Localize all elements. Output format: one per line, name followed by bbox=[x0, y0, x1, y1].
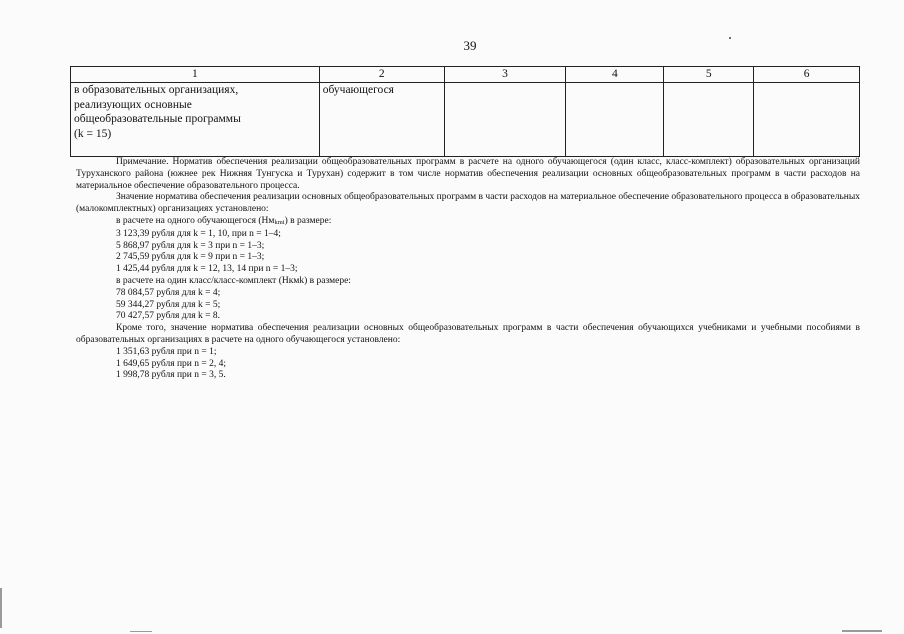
per-student-prefix: в расчете на одного обучающегося (Нм bbox=[116, 215, 275, 226]
per-student-subscript: kmi bbox=[274, 218, 285, 226]
column-header-1: 1 bbox=[71, 67, 320, 83]
value-cell-4 bbox=[566, 83, 664, 157]
textbook-value: 1 649,65 рубля при n = 2, 4; bbox=[116, 358, 226, 369]
value-cell-3 bbox=[444, 83, 566, 157]
scan-edge-mark bbox=[130, 631, 152, 632]
per-student-suffix: ) в размере: bbox=[284, 215, 332, 226]
organization-type-line: общеобразовательные программы bbox=[74, 113, 241, 125]
organization-type-line: реализующих основные bbox=[74, 98, 192, 111]
table-header-row bbox=[71, 67, 860, 83]
per-student-heading bbox=[76, 216, 860, 229]
per-class-heading: в расчете на один класс/класс-комплект (Нкмk) в размере: bbox=[116, 275, 351, 286]
scan-edge-mark bbox=[0, 588, 2, 628]
value-cell-5 bbox=[664, 83, 754, 157]
column-header-3: 3 bbox=[444, 67, 566, 83]
per-student-value: 5 868,97 рубля для k = 3 при n = 1–3; bbox=[116, 240, 265, 251]
per-class-value: 78 084,57 рубля для k = 4; bbox=[116, 287, 221, 298]
column-header-5: 5 bbox=[664, 67, 754, 83]
column-header-4: 4 bbox=[566, 67, 664, 83]
material-norm-paragraph: Значение норматива обеспечения реализации основных общеобразовательных программ в части расходов на материальное обеспечение образовательного процесса в образовательных (малокомплектных) организациях установлено: bbox=[76, 192, 860, 215]
note-section bbox=[76, 157, 860, 382]
column-header-6: 6 bbox=[754, 67, 860, 83]
normative-table bbox=[70, 66, 860, 157]
textbook-value: 1 998,78 рубля при n = 3, 5. bbox=[116, 370, 226, 381]
organization-type-cell bbox=[71, 83, 320, 157]
textbook-norm-paragraph: Кроме того, значение норматива обеспечения реализации основных общеобразовательных программ в части обеспечения обучающихся учебниками и учебными пособиями в образовательных организациях в расчете на одного обучающегося установлено: bbox=[76, 323, 860, 345]
per-student-value: 1 425,44 рубля для k = 12, 13, 14 при n = 1–3; bbox=[116, 264, 298, 275]
page-number: 39 bbox=[463, 38, 477, 53]
per-student-value: 3 123,39 рубля для k = 1, 10, при n = 1–4; bbox=[116, 228, 281, 239]
note-paragraph: Примечание. Норматив обеспечения реализации общеобразовательных программ в расчете на одного обучающегося (один класс, класс-комплект) образовательных организаций Туруханского района (южнее рек Нижняя Тунгуска и Турухан) содержит в том числе норматив обеспечения реализации основных общеобразовательных программ в части расходов на материальное обеспечение образовательного процесса. bbox=[76, 157, 860, 191]
organization-type-line: (k = 15) bbox=[74, 127, 112, 140]
column-header-2: 2 bbox=[319, 67, 444, 83]
organization-type-line: в образовательных организациях, bbox=[74, 84, 239, 96]
per-student-value: 2 745,59 рубля для k = 9 при n = 1–3; bbox=[116, 252, 265, 263]
scan-edge-mark bbox=[842, 630, 882, 632]
unit-cell: обучающегося bbox=[319, 83, 444, 157]
per-class-value: 70 427,57 рубля для k = 8. bbox=[116, 311, 221, 322]
per-class-value: 59 344,27 рубля для k = 5; bbox=[116, 299, 221, 310]
table-row bbox=[71, 83, 860, 157]
textbook-value: 1 351,63 рубля при n = 1; bbox=[116, 346, 217, 357]
scan-speck bbox=[729, 37, 731, 39]
value-cell-6 bbox=[754, 83, 860, 157]
